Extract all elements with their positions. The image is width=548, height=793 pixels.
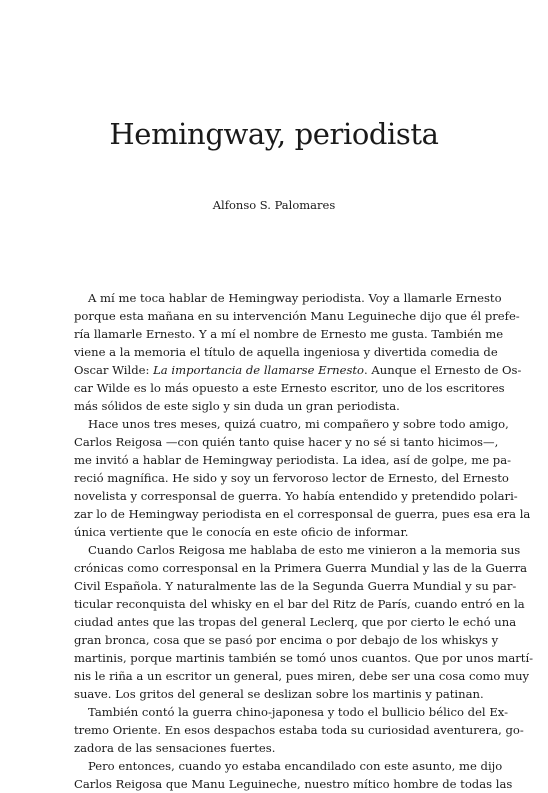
text-line: zar lo de Hemingway periodista en el corresponsal de guerra, pues esa era la [74, 507, 531, 522]
text-line: zadora de las sensaciones fuertes. [74, 741, 276, 756]
text-line: nis le riña a un escritor un general, pues miren, debe ser una cosa como muy [74, 669, 530, 684]
paragraph [74, 757, 513, 793]
text-line: A mí me toca hablar de Hemingway periodista. Voy a llamarle Ernesto [88, 291, 502, 305]
text-line: También contó la guerra chino-japonesa y todo el bullicio bélico del Ex- [88, 705, 509, 720]
paragraph [74, 289, 522, 415]
body-text [74, 289, 534, 793]
text-line: Hace unos tres meses, quizá cuatro, mi compañero y sobre todo amigo, [88, 417, 509, 432]
text-line: tremo Oriente. En esos despachos estaba toda su curiosidad aventurera, go- [74, 723, 524, 738]
text-line: Civil Española. Y naturalmente las de la Segunda Guerra Mundial y su par- [74, 579, 517, 594]
text-line: Carlos Reigosa —con quién tanto quise hacer y no sé si tanto hicimos—, [74, 435, 499, 450]
text-line: car Wilde es lo más opuesto a este Ernesto escritor, uno de los escritores [74, 381, 505, 396]
italic-title: La importancia de llamarse Ernesto [153, 363, 365, 378]
text-line: novelista y corresponsal de guerra. Yo había entendido y pretendido polari- [74, 489, 518, 504]
paragraph [74, 703, 524, 757]
text-line: ría llamarle Ernesto. Y a mí el nombre de Ernesto me gusta. También me [74, 327, 504, 342]
paragraph [74, 541, 534, 703]
text-line: ciudad antes que las tropas del general Leclerq, que por cierto le echó una [74, 615, 517, 630]
paragraph [74, 415, 531, 541]
text-line: Oscar Wilde: La importancia de llamarse Ernesto. Aunque el Ernesto de Os- [74, 363, 522, 378]
text-line: porque esta mañana en su intervención Manu Leguineche dijo que él prefe- [74, 309, 520, 324]
text-line: suave. Los gritos del general se deslizan sobre los martinis y patinan. [74, 687, 484, 702]
chapter-title: Hemingway, periodista [109, 117, 439, 151]
text-line: gran bronca, cosa que se pasó por encima o por debajo de los whiskys y [74, 633, 499, 648]
author-name: Alfonso S. Palomares [212, 198, 336, 212]
text-line: me invitó a hablar de Hemingway periodista. La idea, así de golpe, me pa- [74, 453, 512, 468]
text-line: reció magnífica. He sido y soy un fervoroso lector de Ernesto, del Ernesto [74, 471, 509, 486]
text-line: Pero entonces, cuando yo estaba encandilado con este asunto, me dijo [88, 759, 503, 774]
text-line: única vertiente que le conocía en este oficio de informar. [74, 525, 409, 540]
text-line: Carlos Reigosa que Manu Leguineche, nuestro mítico hombre de todas las [74, 777, 513, 792]
text-line: Cuando Carlos Reigosa me hablaba de esto me vinieron a la memoria sus [88, 543, 521, 558]
text-line: viene a la memoria el título de aquella ingeniosa y divertida comedia de [74, 345, 498, 360]
text-line: martinis, porque martinis también se tomó unos cuantos. Que por unos martí- [74, 651, 534, 666]
text-line: ticular reconquista del whisky en el bar del Ritz de París, cuando entró en la [74, 597, 525, 612]
text-line: más sólidos de este siglo y sin duda un gran periodista. [74, 399, 400, 414]
text-line: crónicas como corresponsal en la Primera Guerra Mundial y las de la Guerra [74, 561, 528, 576]
